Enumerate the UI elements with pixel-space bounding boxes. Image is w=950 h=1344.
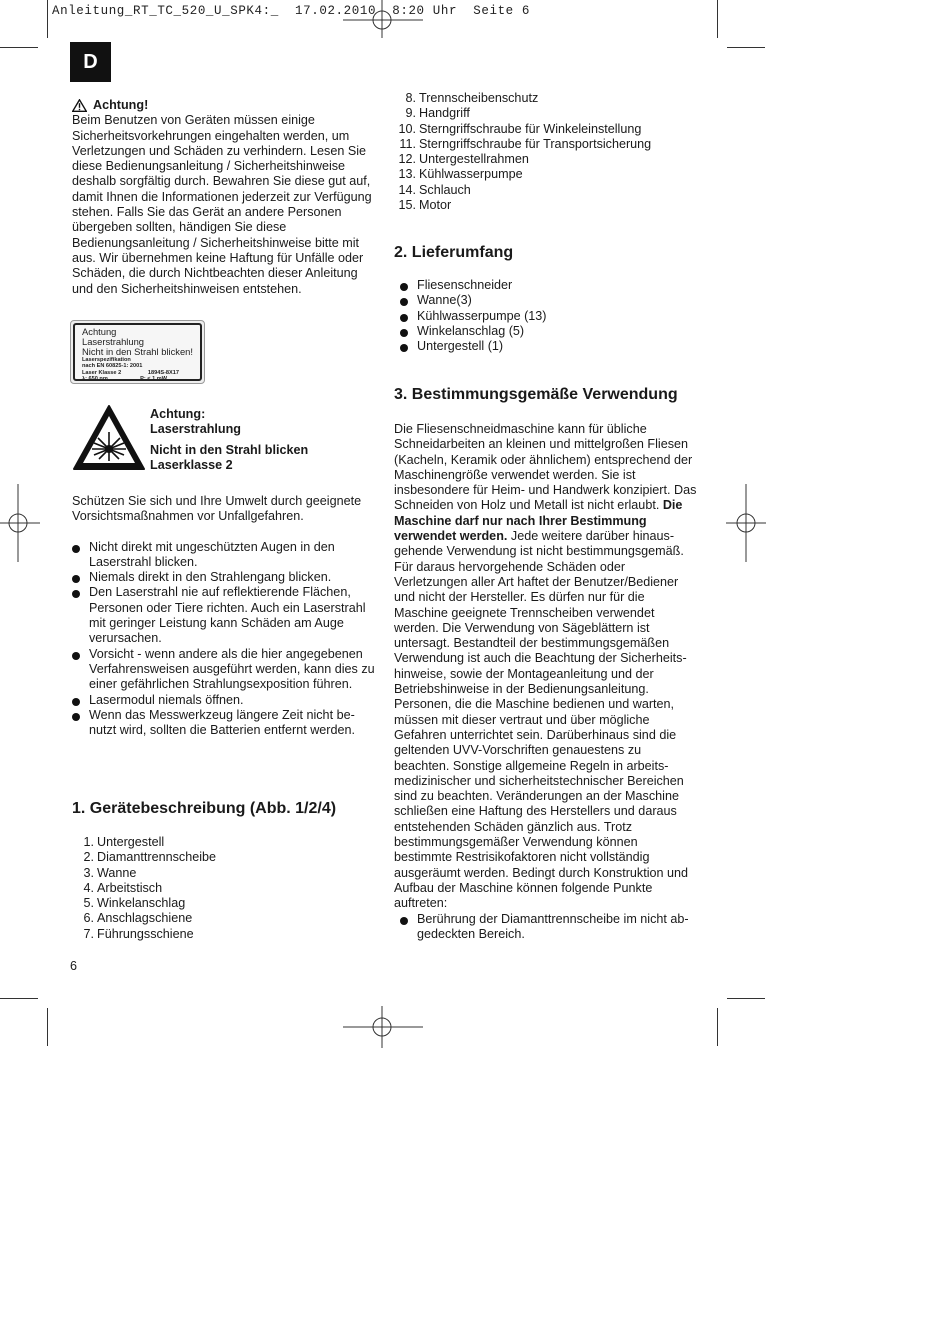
crop-mark [727, 998, 765, 999]
laser-sign-line: Nicht in den Strahl blicken [150, 442, 309, 457]
crop-mark [717, 1008, 718, 1046]
list-item: 13. Kühlwasserpumpe [398, 167, 523, 182]
section-heading: 3. Bestimmungsgemäße Verwendung [394, 386, 678, 403]
list-item: Berührung der Diamanttrennscheibe im nicht abgedeckten Bereich. [400, 912, 699, 943]
list-item: 4. Arbeitstisch [83, 880, 163, 895]
list-item: Nicht direkt mit ungeschützten Augen in den Laserstrahl blicken. [72, 540, 377, 571]
page-number: 6 [70, 959, 78, 973]
list-item: Fliesenschneider [400, 278, 699, 293]
body-text-bold: Die Maschine darf nur nach Ihrer Bestimmung verwendet werden. [394, 498, 683, 544]
list-item: Niemals direkt in den Strahlengang blicken. [72, 570, 377, 585]
label-line: Achtung [82, 326, 117, 337]
list-item: 15. Motor [398, 198, 452, 213]
list-item: 3. Wanne [83, 865, 137, 880]
list-item: Winkelanschlag (5) [400, 324, 699, 339]
label-spec: 1894S-8X17 [147, 369, 179, 376]
laser-hazard-icon [72, 404, 146, 471]
laser-sign-line: Achtung: [150, 407, 206, 421]
registration-mark-icon [343, 1006, 423, 1048]
list-item: Wenn das Messwerkzeug längere Zeit nicht benutzt wird, sollten die Batterien entfernt werden. [72, 708, 377, 739]
list-item: 7. Führungsschiene [83, 926, 194, 941]
label-spec: λ: 650 nm [82, 376, 108, 383]
laser-warning-label [70, 320, 205, 384]
label-spec: Laserspezifikation [82, 357, 131, 363]
list-item: Untergestell (1) [400, 339, 699, 354]
label-spec: P: < 1 mW [140, 376, 167, 383]
label-spec: nach EN 60825-1: 2001 [82, 363, 143, 370]
protect-text: Schützen Sie sich und Ihre Umwelt durch geeignete Vorsichtsmaßnahmen vor Unfallgefahren. [72, 494, 362, 524]
warning-text: Beim Benutzen von Geräten müssen einige Sicherheitsvorkehrungen eingehalten werden, um Verletzungen und Schäden zu verhindern. Lesen Sie diese Bedienungsanleitung / Sicherheitshinweise deshalb sorgfältig durch. Bewahren Sie diese gut auf, damit Ihnen die Informationen jederzeit zur Verfügung stehen. Falls Sie das Gerät an andere Personen übergeben sollten, händigen Sie diese Bedienungsanleitung / Sicherheitshinweise bitte mit aus. Wir übernehmen keine Haftung für Unfälle oder Schäden, die durch Nichtbeachten dieser Anleitung und den Sicherheitshinweisen entstehen. [72, 113, 372, 296]
list-item: 12. Untergestellrahmen [398, 152, 529, 167]
list-item: Vorsicht - wenn andere als die hier angegebenen Verfahrensweisen ausgeführt werden, kann dies zu einer gefährlichen Strahlungsexposition führen. [72, 647, 377, 693]
laser-sign-line: Laserklasse 2 [150, 457, 233, 472]
print-slug: Anleitung_RT_TC_520_U_SPK4:_ 17.02.2010 8:20 Uhr Seite 6 [52, 4, 530, 18]
parts-list-part2 [394, 91, 699, 213]
registration-mark-icon [0, 484, 40, 562]
laser-sign-line: Laserstrahlung [150, 422, 241, 437]
list-item: 10. Sterngriffschraube für Winkeleinstellung [398, 121, 642, 136]
body-text: Die Fliesenschneidmaschine kann für übliche Schneidarbeiten an kleinen und mittelgroßen Fliesen (Kacheln, Keramik oder ähnlichem) entsprechend der Maschinengröße verwendet werden. Sie ist insbesondere für Heim- und Handwerk konzipiert. Das Schneiden von Holz und Metall ist nicht erlaubt. [394, 422, 697, 513]
laser-sign-text [150, 407, 308, 473]
list-item: 8. Trennscheibenschutz [405, 91, 539, 105]
list-item: Kühlwasserpumpe (13) [400, 309, 699, 324]
list-item: Wanne(3) [400, 293, 699, 308]
list-item: 11. Sterngriffschraube für Transportsicherung [399, 136, 652, 151]
crop-mark [0, 47, 38, 48]
list-item: 5. Winkelanschlag [83, 896, 186, 911]
delivery-list [394, 278, 699, 354]
list-item: 6. Anschlagschiene [83, 911, 193, 926]
language-badge: D [70, 42, 111, 82]
body-text: Jede weitere darüber hinausgehende Verwendung ist nicht bestimmungsgemäß. Für daraus hervorgehende Schäden oder Verletzungen aller Art haftet der Benutzer/Bediener und nicht der Hersteller. Es dürfen nur für die Maschine geeignete Trennscheiben verwendet werden. Die Verwendung von Sägeblättern ist untersagt. Bestandteil der bestimmungsgemäßen Verwendung ist auch die Beachtung der Sicherheitshinweise, sowie der Montageanleitung und der Betriebshinweise in der Bedienungsanleitung. Personen, die die Maschine bedienen und warten, müssen mit dieser vertraut und über mögliche Gefahren unterrichtet sein. Darüberhinaus sind die geltenden UVV-Vorschriften genauestens zu beachten. Sonstige allgemeine Regeln in arbeitsmedizinischer und sicherheitstechnischer Bereichen sind zu beachten. Veränderungen an der Maschine schließen eine Haftung des Herstellers und daraus entstehenden Schäden gänzlich aus. Trotz bestimmungsgemäßer Verwendung können bestimmte Restrisikofaktoren nicht vollständig ausgeräumt werden. Bedingt durch Konstruktion und Aufbau der Maschine können folgende Punkte auftreten: [394, 529, 689, 911]
crop-mark [0, 998, 38, 999]
warning-block [72, 98, 377, 297]
section-heading: 1. Gerätebeschreibung (Abb. 1/2/4) [72, 800, 337, 817]
parts-list-part1 [72, 835, 377, 942]
registration-mark-icon [726, 484, 766, 562]
warning-triangle-icon [72, 99, 87, 112]
protect-section [72, 494, 377, 738]
laser-bullet-list [72, 540, 377, 739]
list-item: 14. Schlauch [398, 182, 471, 197]
list-item: 1. Untergestell [83, 835, 165, 849]
list-item: Den Laserstrahl nie auf reflektierende Flächen, Personen oder Tiere richten. Auch ein Laserstrahl mit geringer Leistung kann Schäden am Auge verursachen. [72, 585, 377, 646]
list-item: 2. Diamanttrennscheibe [83, 850, 217, 865]
crop-mark [717, 0, 718, 38]
crop-mark [727, 47, 765, 48]
label-line: Nicht in den Strahl blicken! [82, 346, 193, 357]
crop-mark [47, 1008, 48, 1046]
list-item: 9. Handgriff [405, 106, 470, 121]
label-spec: Laser Klasse 2 [82, 369, 122, 376]
list-item: Lasermodul niemals öffnen. [72, 693, 377, 708]
section-heading: 2. Lieferumfang [394, 244, 514, 261]
label-line: Laserstrahlung [82, 336, 145, 347]
intended-use-text [394, 422, 699, 942]
crop-mark [47, 0, 48, 38]
warning-title: Achtung! [93, 98, 149, 112]
